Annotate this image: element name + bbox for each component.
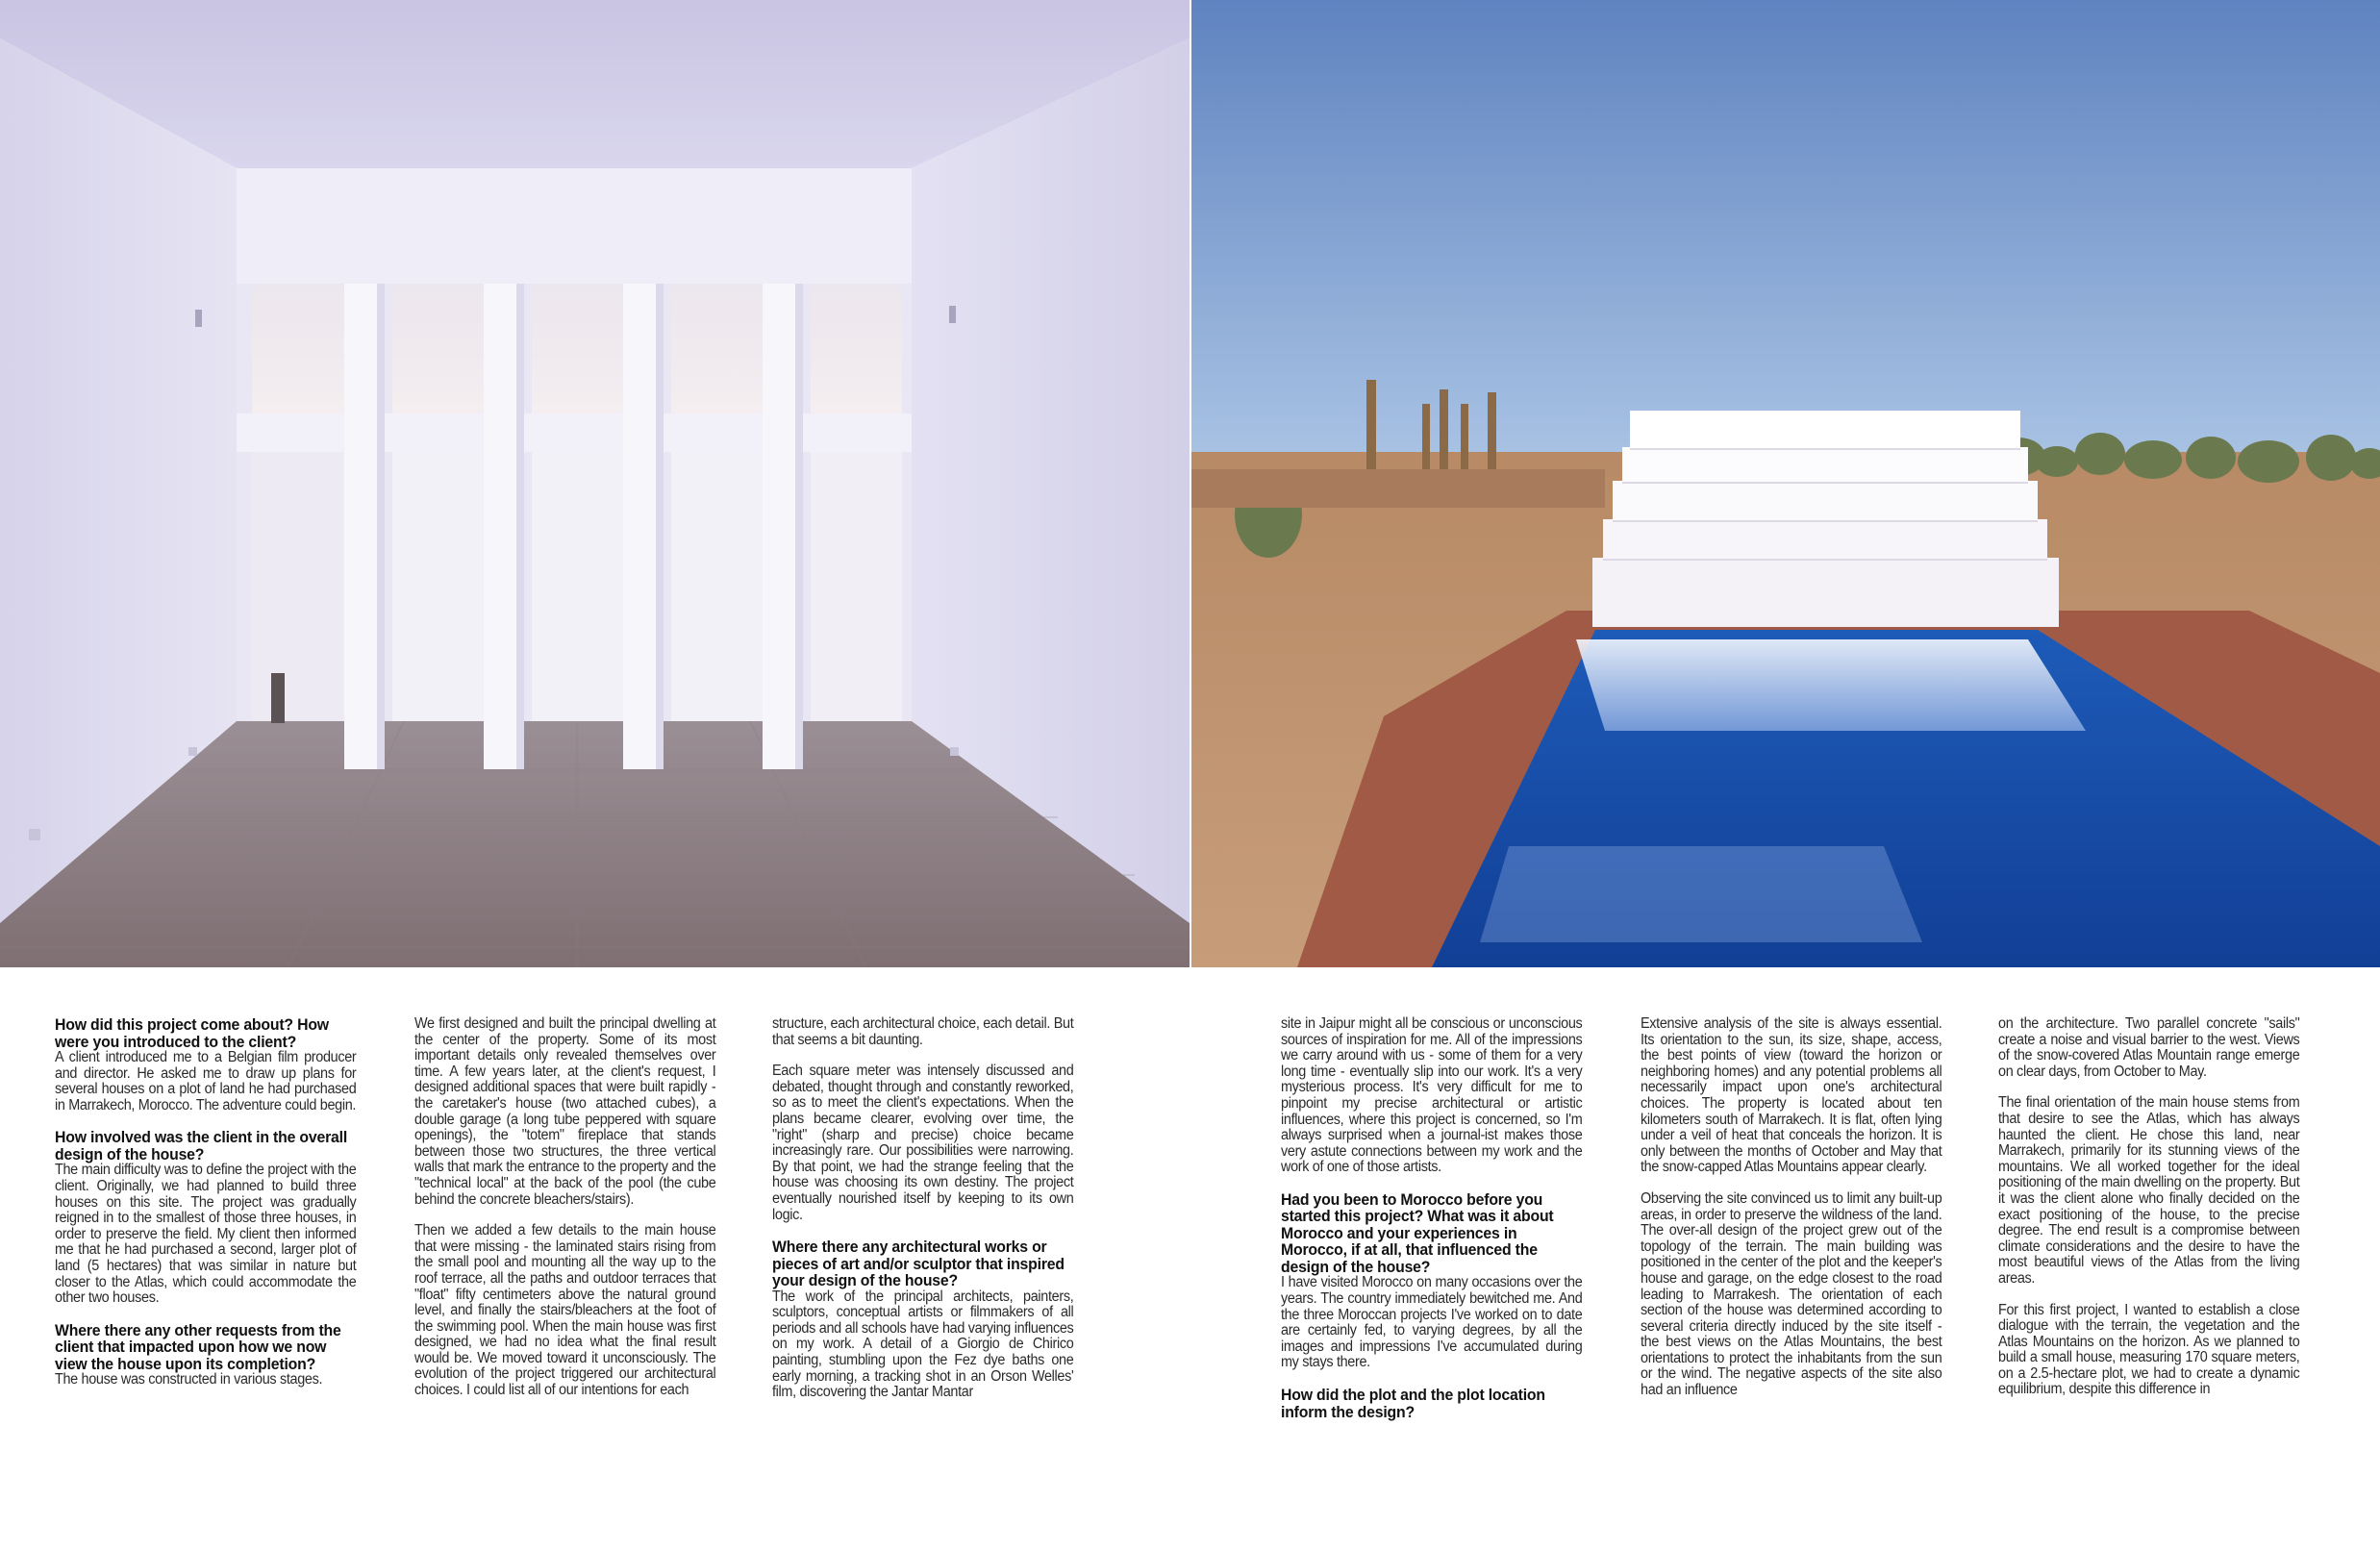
question-heading: How did the plot and the plot location inform the design? (1281, 1386, 1545, 1421)
text-column-2 (414, 1016, 715, 1414)
text-column-5 (1641, 1016, 1942, 1414)
answer-paragraph: We first designed and built the principal dwelling at the center of the property. Some of its most important details only revealed themselves over time. A few years later, at the client's request, I designed additional spaces that were built rapidly - the caretaker's house (two attached cubes), a double garage (a long tube peppered with square openings), the "totem" fireplace that stands between those two structures, the three vertical walls that mark the entrance to the property and the "technical local" at the back of the pool (the cube behind the concrete bleachers/stairs). (414, 1015, 716, 1208)
answer-paragraph: on the architecture. Two parallel concrete "sails" create a noise and visual barrier to the west. Views of the snow-covered Atlas Mountain range emerge on clear days, from October to May. (1998, 1015, 2300, 1080)
interior-photo-graphic (0, 0, 1190, 967)
answer-paragraph: The final orientation of the main house stems from that desire to see the Atlas, which has always haunted the client. He chose this land, near Marrakech, primarily for its stunning views of the mountains. We all worked together for the ideal positioning of the main dwelling on the property. But it was the client alone who finally decided on the exact positioning of the house, to the precise degree. The end result is a compromise between climate considerations and the desire to have the most beautiful views of the Atlas from the living areas. (1998, 1094, 2300, 1287)
answer-paragraph: Each square meter was intensely discussed and debated, thought through and constantly reworked, so as to meet the client's expectations. When the plans became clearer, evolving over time, the "right" (sharp and precise) choice became increasingly rare. Our possibilities were narrowing. By that point, we had the strange feeling that the house was choosing its own destiny. The project eventually nourished itself by keeping to its own logic. (772, 1063, 1074, 1223)
answer-paragraph: structure, each architectural choice, each detail. But that seems a bit daunting. (772, 1015, 1074, 1048)
question-heading: Where there any other requests from the client that impacted upon how we now view the house upon its completion? (55, 1320, 341, 1373)
text-column-4 (1281, 1016, 1582, 1420)
question-heading: How involved was the client in the overall design of the house? (55, 1128, 348, 1163)
answer-paragraph: For this first project, I wanted to establish a close dialogue with the terrain, the vegetation and the Atlas Mountains on the horizon. As we planned to build a small house, measuring 170 square meters, on a 2.5-hectare plot, we had to create a dynamic equilibrium, despite this difference in (1998, 1301, 2300, 1398)
answer-paragraph: Observing the site convinced us to limit any built-up areas, in order to preserve the wildness of the land. The over-all design of the project grew out of the topology of the terrain. The main building was positioned in the center of the plot and the keeper's house and garage, on the edge closest to the road leading to Marrakesh. The orientation of each section of the house was determined according to several criteria directly induced by the site itself - the best views on the Atlas Mountains, the best orientations to protect the inhabitants from the sun or the wind. The negative aspects of the site also had an influence (1641, 1189, 1942, 1399)
question-heading: Had you been to Morocco before you started this project? What was it about Morocco and your experiences in Morocco, if at all, that influenced the design of the house? (1281, 1189, 1554, 1276)
question-heading: How did this project come about? How were you introduced to the client? (55, 1015, 329, 1051)
answer-paragraph: Extensive analysis of the site is always essential. Its orientation to the sun, its size, shape, access, the best points of view (toward the horizon or neighboring homes) and any potential problems all necessarily impact upon one's architectural choices. The property is located about ten kilometers south of Marrakech. It is flat, often lying under a veil of heat that conceals the horizon. It is only between the months of October and May that the snow-capped Atlas Mountains appear clearly. (1641, 1015, 1942, 1176)
answer-paragraph: The main difficulty was to define the project with the client. Originally, we had planned to build three houses on this site. The project was gradually reigned in to the smallest of those three houses, in order to preserve the field. My client then informed me that he had purchased a second, larger plot of land (5 hectares) that was similar in nature but closer to the Atlas, which could accommodate the other two houses. (55, 1162, 357, 1307)
text-column-6 (1998, 1016, 2299, 1413)
answer-paragraph: The work of the principal architects, painters, sculptors, conceptual artists or filmmakers of all periods and all schools have had varying influences on my work. A detail of a Giorgio de Chirico painting, stumbling upon the Fez dye baths one early morning, a tracking shot in an Orson Welles' film, discovering the Jantar Mantar (772, 1288, 1074, 1401)
answer-paragraph: A client introduced me to a Belgian film producer and director. He asked me to draw up plans for several houses on a plot of land he had purchased in Marrakech, Morocco. The adventure could begin. (55, 1049, 357, 1113)
question-heading: Where there any architectural works or pieces of art and/or sculptor that inspired your design of the house? (772, 1238, 1065, 1290)
pool-photo (1191, 0, 2380, 967)
text-column-3 (772, 1016, 1073, 1416)
answer-paragraph: The house was constructed in various stages. (55, 1371, 323, 1388)
answer-paragraph: I have visited Morocco on many occasions over the years. The country immediately bewitched me. And the three Moroccan projects I've worked on to date are certainly fed, to varying degrees, by all the images and impressions I've accumulated during my stays there. (1281, 1274, 1583, 1371)
pool-photo-graphic (1191, 0, 2380, 967)
text-column-1 (55, 1016, 356, 1404)
answer-paragraph: Then we added a few details to the main house that were missing - the laminated stairs rising from the small pool and mounting all the way up to the roof terrace, all the paths and outdoor terraces that "float" fifty centimeters above the natural ground level, and finally the stairs/bleachers at the foot of the swimming pool. When the main house was first designed, we had no idea what the final result would be. We moved toward it unconsciously. The evolution of the project triggered our architectural choices. I could list all of our intentions for each (414, 1222, 716, 1399)
answer-paragraph: site in Jaipur might all be conscious or unconscious sources of inspiration for me. All of the impressions we carry around with us - some of them for a very long time - eventually slip into our work. It's a very mysterious process. It's very difficult for me to pinpoint my precise architectural or artistic influences, where this project is concerned, so I'm always surprised when a journal-ist makes those very astute connections between my work and the work of one of those artists. (1281, 1015, 1583, 1176)
interior-photo (0, 0, 1190, 967)
